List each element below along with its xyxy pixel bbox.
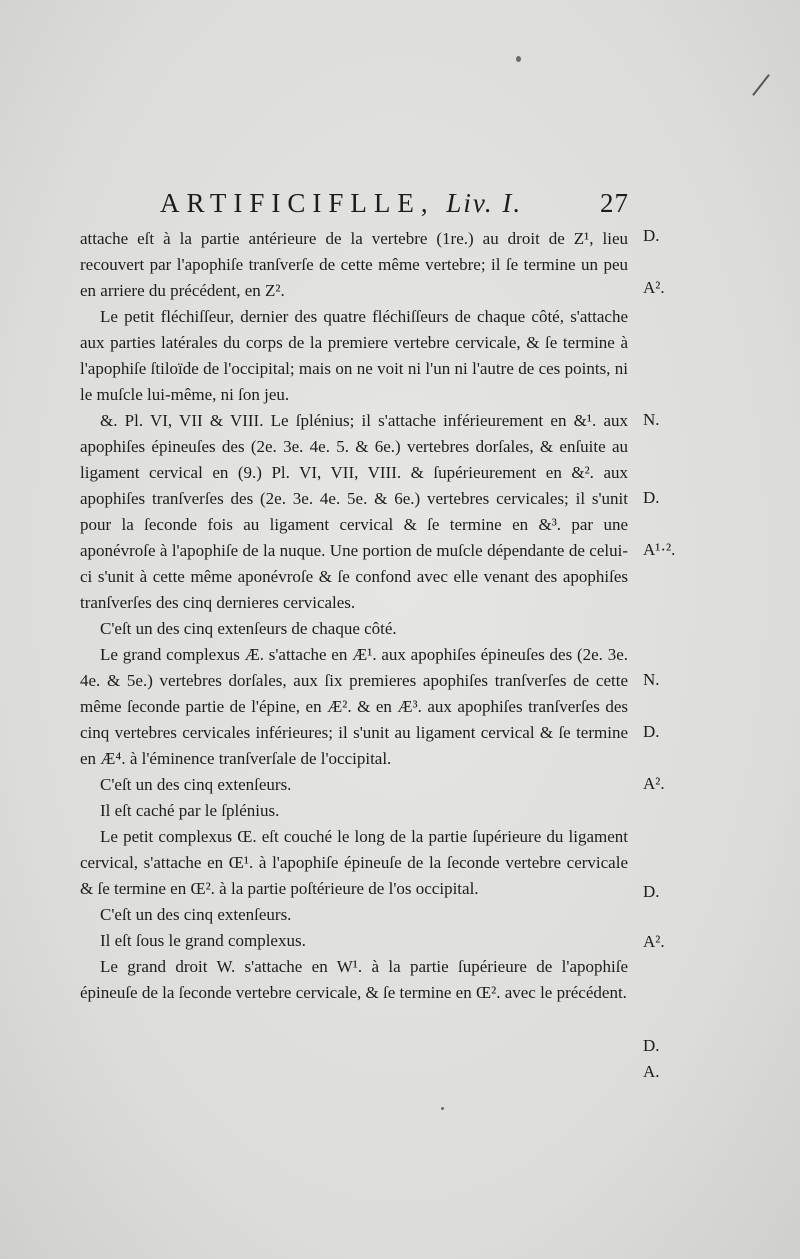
margin-note: N. <box>643 670 660 689</box>
ink-speck <box>516 56 521 62</box>
paragraph: attache eſt à la partie antérieure de la vertebre (1re.) au droit de Z¹, lieu recouvert par l'apophiſe tranſverſe de cette même vertebre; il ſe termine un peu en arriere du précédent, en Z². <box>80 229 628 300</box>
page-crease-mark <box>752 74 770 96</box>
header-title: ARTIFICIFLLE <box>160 188 421 218</box>
margin-note: D. <box>643 226 660 245</box>
margin-note: A². <box>643 278 665 297</box>
paragraph: C'eſt un des cinq extenſeurs. <box>100 905 292 924</box>
margin-notes <box>0 226 800 1126</box>
paragraph: Il eſt caché par le ſplénius. <box>100 801 280 820</box>
paragraph: Le petit complexus Œ. eſt couché le long de la partie ſupérieure du ligament cervical, s'attache en Œ¹. à l'apophiſe épineuſe de la ſeconde vertebre cervicale & ſe termine en Œ². à la partie poſtérieure de l'os occipital. <box>80 827 628 898</box>
margin-note: A². <box>643 774 665 793</box>
header-separator: , <box>420 188 428 218</box>
margin-note: D. <box>643 488 660 507</box>
paragraph: Il eſt ſous le grand complexus. <box>100 931 306 950</box>
header-book: Liv. I. <box>446 188 523 218</box>
margin-note: D. <box>643 722 660 741</box>
page-number: 27 <box>600 188 629 218</box>
running-header <box>160 188 630 224</box>
margin-note: A. <box>643 1062 660 1081</box>
margin-note: N. <box>643 410 660 429</box>
paragraph: &. Pl. VI, VII & VIII. Le ſplénius; il s'attache inférieurement en &¹. aux apophiſes épineuſes des (2e. 3e. 4e. 5. & 6e.) vertebres dorſales, & enſuite au ligament cervical en (9.) Pl. VI, VII, VIII. & ſupérieurement en &². aux apophiſes tranſverſes des (2e. 3e. 4e. 5e. & 6e.) vertebres cervicales; il s'unit pour la ſeconde fois au ligament cervical & ſe termine en &³. par une aponévroſe à l'apophiſe de la nuque. Une portion de muſcle dépendante de celui-ci s'unit à cette même aponévroſe & ſe confond avec elle venant des apophiſes tranſverſes des cinq dernieres cervicales. <box>80 411 628 612</box>
margin-note: D. <box>643 1036 660 1055</box>
margin-note: D. <box>643 882 660 901</box>
margin-note: A¹·². <box>643 540 676 559</box>
paragraph: Le grand droit W. s'attache en W¹. à la partie ſupérieure de l'apophiſe épineuſe de la ſeconde vertebre cervicale, & ſe termine en Œ². avec le précédent. <box>80 957 628 1002</box>
paragraph: C'eſt un des cinq extenſeurs. <box>100 775 292 794</box>
paragraph: Le grand complexus Æ. s'attache en Æ¹. aux apophiſes épineuſes des (2e. 3e. 4e. & 5e.) vertebres dorſales, aux ſix premieres apophiſes tranſverſes de cette même ſeconde partie de l'épine, en Æ². & en Æ³. aux apophiſes tranſverſes des cinq vertebres cervicales inférieures; il s'unit au ligament cervical & ſe termine en Æ⁴. à l'éminence tranſverſale de l'occipital. <box>80 645 628 768</box>
paragraph: Le petit fléchiſſeur, dernier des quatre fléchiſſeurs de chaque côté, s'attache aux parties latérales du corps de la premiere vertebre cervicale, & ſe termine à l'apophiſe ſtiloïde de l'occipital; mais on ne voit ni l'un ni l'autre de ces points, ni le muſcle lui-même, ni ſon jeu. <box>80 307 628 404</box>
margin-note: A². <box>643 932 665 951</box>
paragraph: C'eſt un des cinq extenſeurs de chaque côté. <box>100 619 397 638</box>
